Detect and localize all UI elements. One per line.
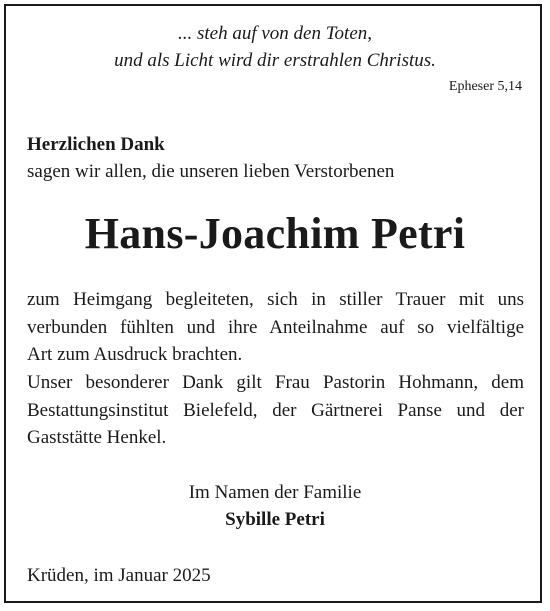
deceased-name: Hans-Joachim Petri (84, 209, 466, 258)
on-behalf-of-family: Im Namen der Familie (188, 482, 362, 503)
body-line: Unser besonderer Dank gilt Frau Pastorin Hohmann, dem (27, 372, 524, 393)
thanks-heading: Herzlichen Dank (27, 134, 165, 155)
bible-quote-line-1: ... steh auf von den Toten, (177, 23, 373, 44)
bible-quote-source: Epheser 5,14 (448, 79, 522, 94)
body-paragraph-2 (27, 369, 524, 452)
body-line: Art zum Ausdruck brachten. (27, 344, 243, 365)
body-paragraph-1 (27, 286, 524, 369)
thanks-intro: sagen wir allen, die unseren lieben Verstorbenen (27, 161, 395, 182)
body-line: verbunden fühlten und ihre Anteilnahme auf so vielfältige (27, 316, 524, 338)
place-and-date: Krüden, im Januar 2025 (27, 565, 211, 586)
body-line: Gaststätte Henkel. (27, 427, 167, 448)
body-line: zum Heimgang begleiteten, sich in stiller Trauer mit uns (27, 289, 524, 310)
bible-quote-line-2: und als Licht wird dir erstrahlen Christus. (114, 50, 436, 71)
signatory-name: Sybille Petri (225, 509, 325, 530)
body-line: Bestattungsinstitut Bielefeld, der Gärtnerei Panse und der (27, 399, 524, 421)
